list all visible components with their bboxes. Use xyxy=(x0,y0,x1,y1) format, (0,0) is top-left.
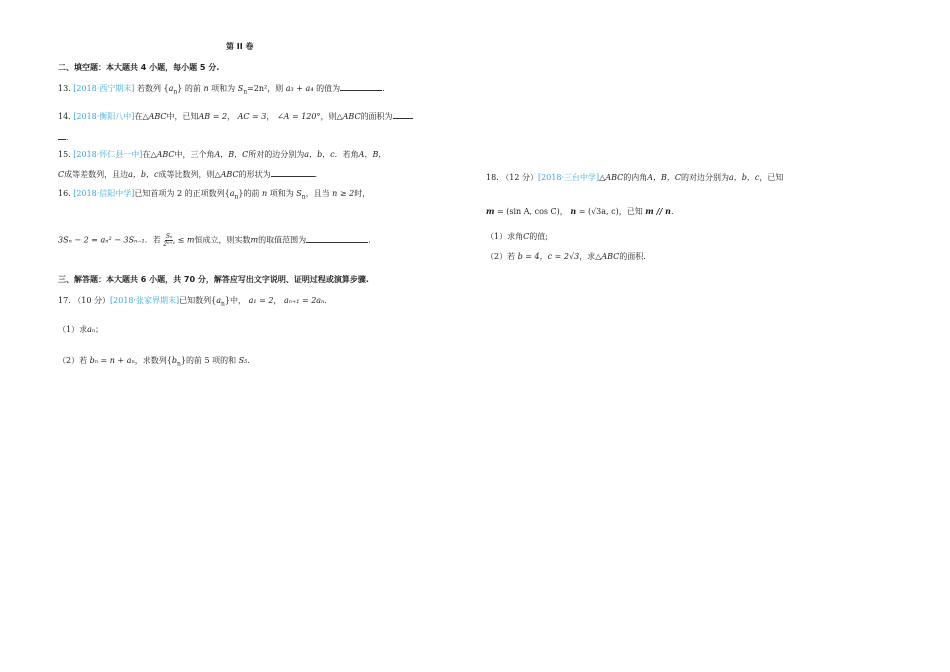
q18-text: ，已知 xyxy=(618,207,643,216)
q18-part-2-cond: b = 4，c = 2√3 xyxy=(517,252,580,261)
q15-answer-blank[interactable] xyxy=(271,168,315,177)
q13-number: 13. xyxy=(58,84,71,93)
q16-text: 的取值范围为 xyxy=(258,235,307,245)
q16-text: 的前 xyxy=(243,189,260,198)
q15-text: 的形状为 xyxy=(238,170,271,179)
q14-cond-3: ∠A = 120° xyxy=(276,112,321,121)
q17-number: 17. xyxy=(58,296,71,305)
q18-part-2-label: （2）若 xyxy=(486,252,516,261)
q13-text: 的值为 xyxy=(316,84,341,93)
q14-triangle: △ABC xyxy=(142,112,167,121)
q18-angles: A，B，C xyxy=(647,173,682,182)
q15-angles: A，B，C xyxy=(214,150,249,159)
q16-equation: 3Sₙ − 2 = aₙ² − 3Sₙ₋₁ xyxy=(58,235,145,245)
q18-text: 的内角 xyxy=(623,173,648,182)
q17-cond-2: aₙ₊₁ = 2aₙ xyxy=(283,296,325,305)
question-17: 17. （10 分）[2018·张家界期末]已知数列$\{a_n\}$中， a₁ = 2， aₙ₊₁ = 2aₙ. xyxy=(58,296,327,308)
q13-source: [2018·西宁期末] xyxy=(73,84,135,93)
q13-seq-sub: n xyxy=(173,88,178,96)
q17-text: ，求数列 xyxy=(134,356,167,365)
q14-text: 在 xyxy=(134,112,143,121)
fill-in-heading: 二、填空题：本大题共 4 小题，每小题 5 分. xyxy=(58,63,220,72)
q15-angle-c: C xyxy=(58,170,65,179)
q17-seq: a xyxy=(216,296,222,305)
q16-number: 16. xyxy=(58,189,71,198)
q17-cond-1: a₁ = 2 xyxy=(248,296,274,305)
q14-cond-1: AB = 2 xyxy=(198,112,228,121)
q18-text: 的对边分别为 xyxy=(681,173,730,182)
q14-end: . xyxy=(66,133,69,142)
q15-text: 中，三个角 xyxy=(174,150,215,159)
q17-text: 已知数列 xyxy=(179,296,212,305)
q16-fraction xyxy=(163,233,175,248)
q13-text: 若数列 xyxy=(136,84,161,93)
q16-text: 已知首项为 2 的正项数列 xyxy=(134,189,225,198)
q16-S: S xyxy=(296,189,302,198)
q17-part-2-seq-sub: n xyxy=(176,360,181,368)
q14-triangle: △ABC xyxy=(336,112,361,121)
q13-text: ，则 xyxy=(267,84,284,93)
q14-answer-blank-cont[interactable] xyxy=(58,131,66,140)
q16-cond: n ≥ 2 xyxy=(332,189,355,198)
q18-part-2-triangle: △ABC xyxy=(595,252,620,261)
q17-part-2-S: S₅ xyxy=(238,356,248,365)
q18-n-vector: n xyxy=(570,206,577,216)
q14-text: 中，已知 xyxy=(166,112,199,121)
question-14: 14. [2018·衡阳八中]在△ABC中，已知AB = 2， AC = 3， ∠A = 120°，则△ABC的面积为 xyxy=(58,110,413,122)
q16-m: m xyxy=(250,235,259,245)
q18-m-vector: m xyxy=(486,206,495,216)
q18-part-1-C: C xyxy=(523,232,530,241)
q17-text: 的前 5 项的和 xyxy=(185,356,237,365)
q16-seq-sub: n xyxy=(234,193,239,201)
question-18 xyxy=(486,172,783,183)
q16-inequality: ≤ m xyxy=(177,235,195,245)
q13-text: 项和为 xyxy=(211,84,236,93)
q18-part-2-end: 的面积. xyxy=(619,252,646,261)
q15-sides-2: a，b，c xyxy=(128,170,159,179)
q15-text: 所对的边分别为 xyxy=(248,150,305,159)
q17-end: . xyxy=(324,296,327,305)
q16-source: [2018·信阳中学] xyxy=(73,189,135,198)
question-16: 16. [2018·信阳中学]已知首项为 2 的正项数列$\{a_n\}$的前 n 项和为 $S_n$，且当 n ≥ 2时， xyxy=(58,189,371,201)
q15-source: [2018·怀仁县一中] xyxy=(73,150,143,159)
q16-text: ．若 xyxy=(144,235,161,245)
q18-sides: a，b，c xyxy=(729,173,760,182)
q17-part-1-label: （1）求 xyxy=(58,325,88,334)
q15-text: 成等比数列，则 xyxy=(158,170,215,179)
q14-source: [2018·衡阳八中] xyxy=(73,112,135,121)
solution-heading: 三、解答题：本大题共 6 小题，共 70 分，解答应写出文字说明、证明过程或演算步骤. xyxy=(58,275,369,284)
q18-m-def: = (sin A, cos C) xyxy=(497,207,560,216)
q18-text: ，已知 xyxy=(759,173,784,182)
q15-text: ．若角 xyxy=(334,150,359,159)
q18-part-1-label: （1）求角 xyxy=(486,232,524,241)
q18-n-def: = (√3a, c) xyxy=(578,207,619,216)
q18-score: （12 分） xyxy=(501,173,539,182)
question-15-line2 xyxy=(58,168,317,180)
question-15 xyxy=(58,149,386,160)
question-16-line2 xyxy=(58,233,371,248)
q18-part-1 xyxy=(486,231,548,242)
q16-answer-blank[interactable] xyxy=(306,234,368,243)
q15-sides: a，b，c xyxy=(304,150,335,159)
q13-expr: a₃ + a₄ xyxy=(285,84,314,93)
q16-frac-num: Sₙ xyxy=(165,233,173,240)
q15-angles-2: A，B， xyxy=(358,150,387,159)
q18-parallel: m // n xyxy=(645,206,671,216)
q18-number: 18. xyxy=(486,173,499,182)
q17-part-1-expr: aₙ xyxy=(87,325,96,334)
q14-number: 14. xyxy=(58,112,71,121)
q18-part-2 xyxy=(486,251,646,262)
q16-text: ，且当 xyxy=(305,189,330,198)
q16-frac-den: 2ⁿ⁺¹ xyxy=(163,241,176,248)
q17-part-2: （2）若 bₙ = n + aₙ，求数列$\{b_n\}$的前 5 项的和 S₅. xyxy=(58,356,250,368)
q14-answer-blank[interactable] xyxy=(393,110,413,119)
part-title: 第 II 卷 xyxy=(226,42,254,51)
q17-part-2-label: （2）若 xyxy=(58,356,88,365)
q15-text: 在 xyxy=(142,150,151,159)
question-13: 13. [2018·西宁期末] 若数列 $\{a_n\}$ 的前 n 项和为 $S_n=2n^2$，则 a₃ + a₄ 的值为 . xyxy=(58,84,385,96)
q13-end: . xyxy=(382,84,385,93)
q17-part-2-seq: b xyxy=(171,356,177,365)
q15-number: 15. xyxy=(58,150,71,159)
q17-seq-sub: n xyxy=(221,300,225,308)
q16-seq: a xyxy=(229,189,235,198)
q13-seq: a xyxy=(168,84,174,93)
q13-answer-blank[interactable] xyxy=(340,82,382,91)
q13-n: n xyxy=(203,84,209,93)
q16-text: 项和为 xyxy=(269,189,294,198)
q18-text: ，求 xyxy=(579,252,596,261)
q16-end: . xyxy=(368,235,371,245)
q17-score: （10 分） xyxy=(73,296,111,305)
q17-text: 中， xyxy=(230,296,247,305)
q16-text: 恒成立，则实数 xyxy=(194,235,251,245)
q18-part-1-end: 的值; xyxy=(529,232,548,241)
q16-S-sub: n xyxy=(301,193,306,201)
q13-eq: =2n² xyxy=(247,84,268,93)
q18-source: [2018·三台中学] xyxy=(538,173,600,182)
q17-part-1 xyxy=(58,324,103,335)
q13-S: S xyxy=(237,84,244,93)
q17-part-2-end: . xyxy=(247,356,250,365)
q15-text: 成等差数列，且边 xyxy=(64,170,129,179)
q18-triangle: △ABC xyxy=(599,173,624,182)
q16-n: n xyxy=(262,189,268,198)
q17-part-1-end: ； xyxy=(95,325,104,334)
q14-text: ，则 xyxy=(320,112,337,121)
q14-cond-2: AC = 3 xyxy=(237,112,267,121)
question-18-line2: m = (sin A, cos C)， n = (√3a, c)，已知 m // n. xyxy=(486,206,674,216)
q17-source: [2018·张家界期末] xyxy=(110,296,180,305)
q14-text: 的面积为 xyxy=(360,112,393,121)
q13-text: 的前 xyxy=(184,84,201,93)
q14-line2 xyxy=(58,131,69,143)
q16-text: 时， xyxy=(354,189,371,198)
q15-end: . xyxy=(314,170,318,179)
q15-triangle: △ABC xyxy=(150,150,175,159)
q15-triangle: △ABC xyxy=(214,170,239,179)
q13-S-sub: n xyxy=(243,88,248,96)
q18-end: . xyxy=(670,207,674,216)
q17-part-2-expr: bₙ = n + aₙ xyxy=(89,356,135,365)
